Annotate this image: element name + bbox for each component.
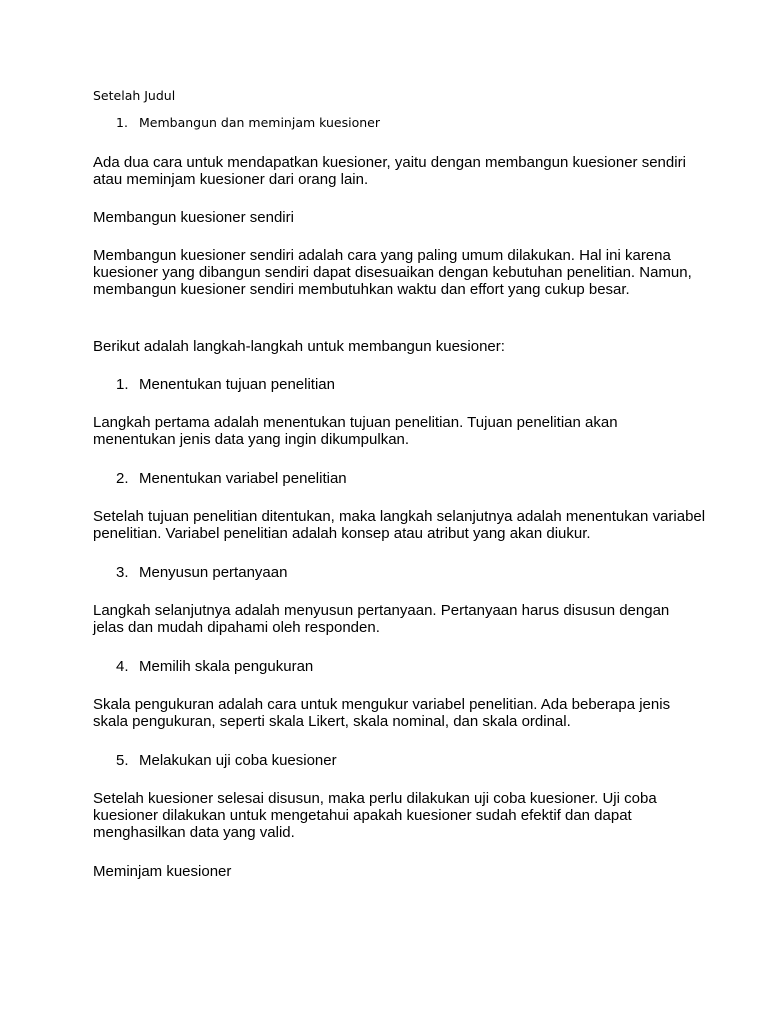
section-title-meminjam: Meminjam kuesioner bbox=[93, 863, 232, 880]
step-number: 3. bbox=[116, 564, 129, 581]
step-title-text: Menentukan tujuan penelitian bbox=[139, 376, 335, 393]
intro-paragraph: Ada dua cara untuk mendapatkan kuesioner, yaitu dengan membangun kuesioner sendiri atau meminjam kuesioner dari orang lain. bbox=[93, 154, 686, 188]
step-title bbox=[116, 376, 335, 393]
step-number: 4. bbox=[116, 658, 129, 675]
step-description: Skala pengukuran adalah cara untuk mengukur variabel penelitian. Ada beberapa jenis skala pengukuran, seperti skala Likert, skala nominal, dan skala ordinal. bbox=[93, 696, 671, 730]
steps-intro: Berikut adalah langkah-langkah untuk membangun kuesioner: bbox=[93, 338, 505, 355]
outline-item bbox=[116, 115, 380, 131]
section-title-membangun: Membangun kuesioner sendiri bbox=[93, 209, 294, 226]
step-title-text: Menentukan variabel penelitian bbox=[139, 470, 347, 487]
step-number: 5. bbox=[116, 752, 129, 769]
step-number: 1. bbox=[116, 376, 129, 393]
step-number: 2. bbox=[116, 470, 129, 487]
document-heading: Setelah Judul bbox=[93, 88, 176, 103]
section-paragraph-membangun: Membangun kuesioner sendiri adalah cara yang paling umum dilakukan. Hal ini karena kuesioner yang dibangun sendiri dapat disesuaikan dengan kebutuhan penelitian. Namun, membangun kuesioner sendiri membutuhkan waktu dan effort yang cukup besar. bbox=[93, 247, 692, 298]
step-title-text: Melakukan uji coba kuesioner bbox=[139, 752, 337, 769]
step-title-text: Menyusun pertanyaan bbox=[139, 564, 288, 581]
step-description: Setelah kuesioner selesai disusun, maka perlu dilakukan uji coba kuesioner. Uji coba kuesioner dilakukan untuk mengetahui apakah kuesioner sudah efektif dan dapat menghasilkan data yang valid. bbox=[93, 790, 657, 841]
step-description: Setelah tujuan penelitian ditentukan, maka langkah selanjutnya adalah menentukan variabel penelitian. Variabel penelitian adalah konsep atau atribut yang akan diukur. bbox=[93, 508, 706, 542]
step-title bbox=[116, 752, 337, 769]
step-title-text: Memilih skala pengukuran bbox=[139, 658, 314, 675]
step-title bbox=[116, 658, 313, 675]
outline-item-number: 1. bbox=[116, 115, 128, 130]
step-title bbox=[116, 564, 287, 581]
step-description: Langkah pertama adalah menentukan tujuan penelitian. Tujuan penelitian akan menentukan jenis data yang ingin dikumpulkan. bbox=[93, 414, 618, 448]
step-description: Langkah selanjutnya adalah menyusun pertanyaan. Pertanyaan harus disusun dengan jelas dan mudah dipahami oleh responden. bbox=[93, 602, 670, 636]
step-title bbox=[116, 470, 347, 487]
outline-item-text: Membangun dan meminjam kuesioner bbox=[139, 115, 380, 130]
